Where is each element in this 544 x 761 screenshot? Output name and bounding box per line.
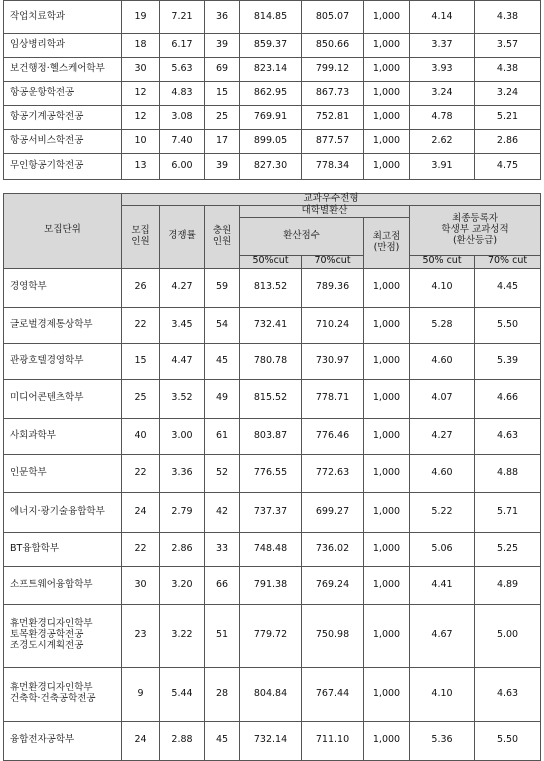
cell-cut70: 710.24 bbox=[302, 307, 364, 343]
cell-rate: 3.20 bbox=[160, 566, 205, 604]
cell-cut50: 813.52 bbox=[240, 268, 302, 307]
cell-max: 1,000 bbox=[364, 82, 410, 106]
cell-quota: 10 bbox=[122, 130, 160, 154]
table-row bbox=[4, 418, 541, 454]
cell-cut50: 804.84 bbox=[240, 667, 302, 721]
cell-cut50: 899.05 bbox=[240, 130, 302, 154]
cell-cut70: 850.66 bbox=[302, 34, 364, 58]
cell-g50: 3.93 bbox=[410, 58, 475, 82]
header-conv-group: 대학별환산 bbox=[240, 205, 410, 217]
cell-cut70: 778.71 bbox=[302, 379, 364, 418]
cell-g70: 5.71 bbox=[475, 492, 541, 532]
cell-rate: 6.00 bbox=[160, 154, 205, 180]
cell-unit: 융합전자공학부 bbox=[4, 721, 122, 760]
header-added: 충원 인원 bbox=[205, 205, 240, 268]
cell-max: 1,000 bbox=[364, 34, 410, 58]
cell-g50: 2.62 bbox=[410, 130, 475, 154]
cell-added: 51 bbox=[205, 604, 240, 667]
table-row bbox=[4, 154, 541, 180]
cell-cut50: 737.37 bbox=[240, 492, 302, 532]
cell-unit: 무인항공기학전공 bbox=[4, 154, 122, 180]
cell-added: 54 bbox=[205, 307, 240, 343]
cell-g70: 4.45 bbox=[475, 268, 541, 307]
table-row bbox=[4, 106, 541, 130]
cell-rate: 7.40 bbox=[160, 130, 205, 154]
cell-added: 33 bbox=[205, 532, 240, 566]
cell-g50: 4.41 bbox=[410, 566, 475, 604]
cell-added: 39 bbox=[205, 34, 240, 58]
cell-rate: 3.36 bbox=[160, 454, 205, 492]
cell-added: 15 bbox=[205, 82, 240, 106]
cell-g50: 4.78 bbox=[410, 106, 475, 130]
cell-cut70: 767.44 bbox=[302, 667, 364, 721]
cell-quota: 30 bbox=[122, 58, 160, 82]
cell-rate: 2.88 bbox=[160, 721, 205, 760]
cell-cut50: 815.52 bbox=[240, 379, 302, 418]
table-row bbox=[4, 492, 541, 532]
cell-max: 1,000 bbox=[364, 130, 410, 154]
cell-g50: 4.60 bbox=[410, 454, 475, 492]
cell-unit: 항공운항학전공 bbox=[4, 82, 122, 106]
cell-g50: 4.27 bbox=[410, 418, 475, 454]
cell-quota: 40 bbox=[122, 418, 160, 454]
table-row bbox=[4, 721, 541, 760]
header-conv-score: 환산점수 bbox=[240, 217, 364, 255]
table-row bbox=[4, 454, 541, 492]
cell-cut70: 772.63 bbox=[302, 454, 364, 492]
table-row bbox=[4, 82, 541, 106]
cell-unit: 관광호텔경영학부 bbox=[4, 343, 122, 379]
cell-max: 1,000 bbox=[364, 106, 410, 130]
cell-cut70: 699.27 bbox=[302, 492, 364, 532]
cell-cut50: 814.85 bbox=[240, 1, 302, 34]
table-row bbox=[4, 379, 541, 418]
cell-g50: 4.10 bbox=[410, 268, 475, 307]
cell-unit: 보건행정·헬스케어학부 bbox=[4, 58, 122, 82]
cell-max: 1,000 bbox=[364, 667, 410, 721]
cell-unit: 임상병리학과 bbox=[4, 34, 122, 58]
cell-g70: 4.88 bbox=[475, 454, 541, 492]
cell-max: 1,000 bbox=[364, 492, 410, 532]
cell-added: 45 bbox=[205, 343, 240, 379]
cell-quota: 12 bbox=[122, 82, 160, 106]
cell-cut50: 776.55 bbox=[240, 454, 302, 492]
cell-g70: 4.63 bbox=[475, 418, 541, 454]
cell-g70: 4.75 bbox=[475, 154, 541, 180]
header-rate: 경쟁률 bbox=[160, 205, 205, 268]
cell-added: 28 bbox=[205, 667, 240, 721]
cell-cut50: 779.72 bbox=[240, 604, 302, 667]
cell-unit: 항공기계공학전공 bbox=[4, 106, 122, 130]
cell-quota: 22 bbox=[122, 532, 160, 566]
cell-cut50: 862.95 bbox=[240, 82, 302, 106]
cell-quota: 24 bbox=[122, 492, 160, 532]
cell-cut70: 867.73 bbox=[302, 82, 364, 106]
cell-g50: 5.06 bbox=[410, 532, 475, 566]
cell-added: 69 bbox=[205, 58, 240, 82]
cell-g70: 5.39 bbox=[475, 343, 541, 379]
table-row bbox=[4, 343, 541, 379]
cell-quota: 18 bbox=[122, 34, 160, 58]
cell-cut70: 736.02 bbox=[302, 532, 364, 566]
cell-rate: 3.22 bbox=[160, 604, 205, 667]
table-row bbox=[4, 307, 541, 343]
cell-cut50: 827.30 bbox=[240, 154, 302, 180]
cell-g70: 3.24 bbox=[475, 82, 541, 106]
cell-quota: 23 bbox=[122, 604, 160, 667]
cell-quota: 22 bbox=[122, 454, 160, 492]
cell-quota: 30 bbox=[122, 566, 160, 604]
cell-max: 1,000 bbox=[364, 721, 410, 760]
header-track: 교과우수전형 bbox=[122, 194, 541, 206]
cell-g70: 5.50 bbox=[475, 307, 541, 343]
cell-unit: 인문학부 bbox=[4, 454, 122, 492]
header-cut50: 50%cut bbox=[240, 255, 302, 268]
table-row bbox=[4, 58, 541, 82]
cell-unit: 작업치료학과 bbox=[4, 1, 122, 34]
cell-rate: 4.27 bbox=[160, 268, 205, 307]
cell-rate: 3.52 bbox=[160, 379, 205, 418]
cell-g50: 4.67 bbox=[410, 604, 475, 667]
cell-g50: 3.37 bbox=[410, 34, 475, 58]
cell-quota: 19 bbox=[122, 1, 160, 34]
cell-max: 1,000 bbox=[364, 307, 410, 343]
header-max: 최고점 (만점) bbox=[364, 217, 410, 268]
top-admissions-table bbox=[3, 0, 541, 180]
table-row bbox=[4, 604, 541, 667]
cell-max: 1,000 bbox=[364, 532, 410, 566]
cell-added: 17 bbox=[205, 130, 240, 154]
table-row bbox=[4, 1, 541, 34]
cell-cut70: 769.24 bbox=[302, 566, 364, 604]
cell-g70: 4.63 bbox=[475, 667, 541, 721]
cell-cut50: 732.14 bbox=[240, 721, 302, 760]
cell-cut50: 859.37 bbox=[240, 34, 302, 58]
table-row bbox=[4, 566, 541, 604]
cell-g50: 4.07 bbox=[410, 379, 475, 418]
header-final-group: 최종등록자 학생부 교과성적 (환산등급) bbox=[410, 205, 541, 255]
cell-g50: 5.22 bbox=[410, 492, 475, 532]
cell-quota: 22 bbox=[122, 307, 160, 343]
cell-g70: 5.00 bbox=[475, 604, 541, 667]
cell-g50: 5.28 bbox=[410, 307, 475, 343]
cell-g70: 4.38 bbox=[475, 58, 541, 82]
cell-unit: 휴먼환경디자인학부 토목환경공학전공 조경도시계획전공 bbox=[4, 604, 122, 667]
cell-max: 1,000 bbox=[364, 58, 410, 82]
cell-g70: 5.21 bbox=[475, 106, 541, 130]
cell-unit: 경영학부 bbox=[4, 268, 122, 307]
header-quota: 모집 인원 bbox=[122, 205, 160, 268]
table-row bbox=[4, 532, 541, 566]
cell-quota: 15 bbox=[122, 343, 160, 379]
cell-cut50: 823.14 bbox=[240, 58, 302, 82]
cell-rate: 5.44 bbox=[160, 667, 205, 721]
cell-rate: 4.47 bbox=[160, 343, 205, 379]
table-row bbox=[4, 34, 541, 58]
cell-max: 1,000 bbox=[364, 379, 410, 418]
cell-cut70: 805.07 bbox=[302, 1, 364, 34]
cell-added: 66 bbox=[205, 566, 240, 604]
bottom-admissions-table bbox=[3, 193, 541, 761]
cell-added: 42 bbox=[205, 492, 240, 532]
cell-rate: 3.45 bbox=[160, 307, 205, 343]
table-row bbox=[4, 130, 541, 154]
cell-cut70: 752.81 bbox=[302, 106, 364, 130]
cell-cut50: 769.91 bbox=[240, 106, 302, 130]
header-g50: 50% cut bbox=[410, 255, 475, 268]
cell-cut70: 789.36 bbox=[302, 268, 364, 307]
cell-g50: 4.60 bbox=[410, 343, 475, 379]
cell-g70: 3.57 bbox=[475, 34, 541, 58]
cell-max: 1,000 bbox=[364, 268, 410, 307]
cell-added: 39 bbox=[205, 154, 240, 180]
table-row bbox=[4, 667, 541, 721]
cell-rate: 5.63 bbox=[160, 58, 205, 82]
cell-cut50: 780.78 bbox=[240, 343, 302, 379]
cell-g70: 2.86 bbox=[475, 130, 541, 154]
cell-added: 25 bbox=[205, 106, 240, 130]
cell-added: 49 bbox=[205, 379, 240, 418]
cell-cut70: 776.46 bbox=[302, 418, 364, 454]
cell-max: 1,000 bbox=[364, 343, 410, 379]
cell-cut70: 877.57 bbox=[302, 130, 364, 154]
table-row bbox=[4, 268, 541, 307]
cell-added: 61 bbox=[205, 418, 240, 454]
cell-cut50: 803.87 bbox=[240, 418, 302, 454]
cell-cut50: 732.41 bbox=[240, 307, 302, 343]
cell-unit: 항공서비스학전공 bbox=[4, 130, 122, 154]
cell-rate: 7.21 bbox=[160, 1, 205, 34]
cell-cut70: 799.12 bbox=[302, 58, 364, 82]
cell-cut70: 778.34 bbox=[302, 154, 364, 180]
header-cut70: 70%cut bbox=[302, 255, 364, 268]
cell-g50: 3.24 bbox=[410, 82, 475, 106]
cell-unit: 미디어콘텐츠학부 bbox=[4, 379, 122, 418]
cell-added: 59 bbox=[205, 268, 240, 307]
cell-max: 1,000 bbox=[364, 154, 410, 180]
header-g70: 70% cut bbox=[475, 255, 541, 268]
cell-rate: 4.83 bbox=[160, 82, 205, 106]
cell-g50: 4.10 bbox=[410, 667, 475, 721]
cell-quota: 13 bbox=[122, 154, 160, 180]
cell-g50: 3.91 bbox=[410, 154, 475, 180]
cell-rate: 2.86 bbox=[160, 532, 205, 566]
cell-quota: 25 bbox=[122, 379, 160, 418]
cell-cut70: 730.97 bbox=[302, 343, 364, 379]
cell-g50: 5.36 bbox=[410, 721, 475, 760]
cell-g70: 4.66 bbox=[475, 379, 541, 418]
cell-quota: 24 bbox=[122, 721, 160, 760]
cell-max: 1,000 bbox=[364, 1, 410, 34]
cell-g50: 4.14 bbox=[410, 1, 475, 34]
cell-added: 45 bbox=[205, 721, 240, 760]
cell-quota: 12 bbox=[122, 106, 160, 130]
cell-cut70: 711.10 bbox=[302, 721, 364, 760]
cell-cut70: 750.98 bbox=[302, 604, 364, 667]
cell-unit: 에너지·광기술융합학부 bbox=[4, 492, 122, 532]
cell-unit: 사회과학부 bbox=[4, 418, 122, 454]
cell-g70: 4.38 bbox=[475, 1, 541, 34]
cell-added: 52 bbox=[205, 454, 240, 492]
cell-quota: 26 bbox=[122, 268, 160, 307]
cell-rate: 2.79 bbox=[160, 492, 205, 532]
cell-max: 1,000 bbox=[364, 454, 410, 492]
cell-unit: BT융합학부 bbox=[4, 532, 122, 566]
cell-rate: 3.08 bbox=[160, 106, 205, 130]
header-unit: 모집단위 bbox=[4, 194, 122, 269]
cell-rate: 3.00 bbox=[160, 418, 205, 454]
cell-cut50: 748.48 bbox=[240, 532, 302, 566]
cell-unit: 소프트웨어융합학부 bbox=[4, 566, 122, 604]
cell-g70: 5.25 bbox=[475, 532, 541, 566]
cell-g70: 4.89 bbox=[475, 566, 541, 604]
cell-max: 1,000 bbox=[364, 566, 410, 604]
cell-max: 1,000 bbox=[364, 418, 410, 454]
cell-unit: 휴먼환경디자인학부 건축학·건축공학전공 bbox=[4, 667, 122, 721]
cell-g70: 5.50 bbox=[475, 721, 541, 760]
cell-quota: 9 bbox=[122, 667, 160, 721]
cell-unit: 글로벌경제통상학부 bbox=[4, 307, 122, 343]
cell-rate: 6.17 bbox=[160, 34, 205, 58]
cell-max: 1,000 bbox=[364, 604, 410, 667]
cell-added: 36 bbox=[205, 1, 240, 34]
cell-cut50: 791.38 bbox=[240, 566, 302, 604]
